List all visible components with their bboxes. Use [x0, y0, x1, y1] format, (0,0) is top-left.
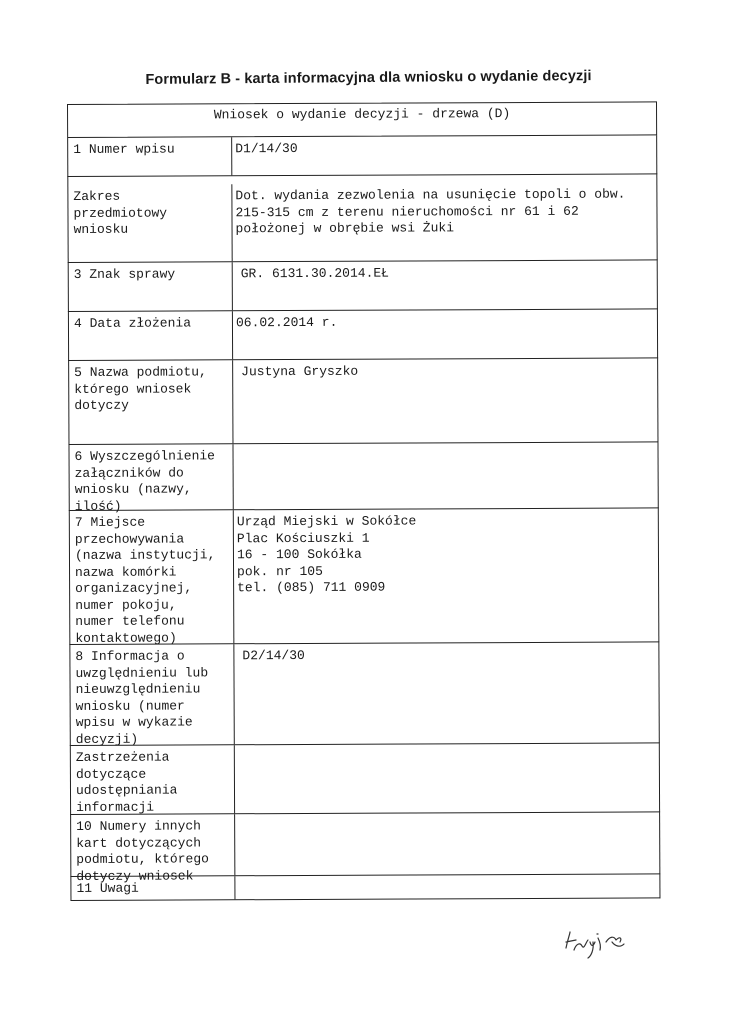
row-storage-place	[69, 508, 660, 645]
value-submission-date: 06.02.2014 r.	[235, 314, 338, 331]
label-storage-place: 7 Miejsce przechowywania (nazwa instytucji, nazwa komórki organizacyjnej, numer pokoju, numer telefonu kontaktowego)	[70, 510, 235, 644]
row-scope	[67, 174, 657, 263]
value-scope: Dot. wydania zezwolenia na usunięcie topoli o obw. 215-315 cm z terenu nieruchomości nr 61 i 62 położonej w obrębie wsi Żuki	[235, 186, 626, 237]
row-attachments	[68, 442, 658, 514]
row-restrictions	[70, 743, 660, 815]
row-entity-name	[68, 358, 658, 445]
value-restrictions	[235, 743, 659, 813]
label-decision-info: 8 Informacja o uwzględnieniu lub nieuwzględnieniu wniosku (numer wpisu w wykazie decyzji)	[70, 644, 234, 745]
value-decision-info: D2/14/30	[242, 647, 305, 664]
value-remarks	[235, 874, 659, 899]
info-card-table	[67, 101, 660, 901]
label-attachments: 6 Wyszczególnienie załączników do wniosku (nazwy, ilość)	[69, 444, 233, 510]
value-entity-name: Justyna Gryszko	[241, 363, 359, 380]
label-remarks: 11 Uwagi	[71, 876, 235, 900]
row-decision-info	[69, 642, 659, 746]
label-entity-name: 5 Nazwa podmiotu, którego wniosek dotyczy	[69, 360, 233, 444]
value-storage-place: Urząd Miejski w Sokółce Plac Kościuszki 1 16 - 100 Sokółka pok. nr 105 tel. (085) 711 0909	[236, 513, 417, 596]
table-title-row	[67, 101, 657, 138]
page-title: Formularz B - karta informacyjna dla wniosku o wydanie decyzji	[145, 68, 592, 88]
label-restrictions: Zastrzeżenia dotyczące udostępniania informacji	[71, 745, 235, 814]
label-submission-date: 4 Data złożenia	[69, 311, 233, 360]
row-remarks	[70, 874, 660, 901]
label-entry-number: 1 Numer wpisu	[68, 137, 232, 176]
value-other-cards	[235, 812, 659, 875]
row-case-number	[68, 260, 658, 312]
value-entry-number: D1/14/30	[235, 140, 298, 157]
label-scope: Zakres przedmiotowy wniosku	[68, 184, 232, 262]
value-attachments	[233, 442, 657, 509]
row-submission-date	[68, 309, 658, 361]
row-other-cards	[70, 812, 660, 884]
handwritten-signature	[560, 920, 640, 960]
label-other-cards: 10 Numery innych kart dotyczących podmiotu, którego dotyczy wniosek	[71, 814, 235, 876]
table-title: Wniosek o wydanie decyzji - drzewa (D)	[213, 106, 511, 123]
label-case-number: 3 Znak sprawy	[69, 262, 233, 311]
row-entry-number	[67, 135, 657, 177]
value-case-number: GR. 6131.30.2014.EŁ	[240, 265, 390, 282]
